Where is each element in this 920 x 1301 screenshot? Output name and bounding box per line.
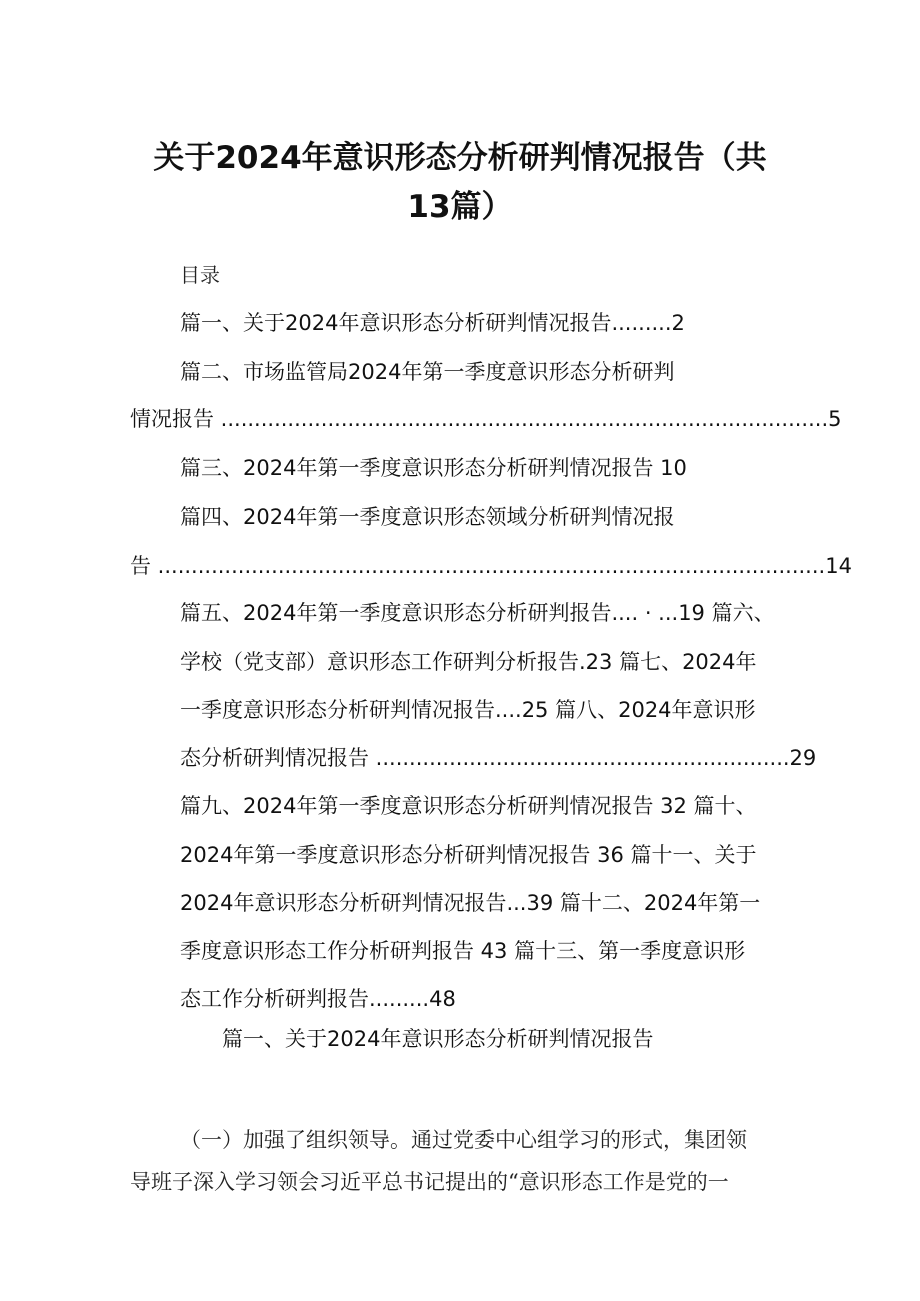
body-paragraph-line: 导班子深入学习领会习近平总书记提出的“意识形态工作是党的一 bbox=[130, 1170, 729, 1194]
toc-line: 季度意识形态工作分析研判报告 43 篇十三、第一季度意识形 bbox=[180, 939, 746, 963]
body-paragraph-line: （一）加强了组织领导。通过党委中心组学习的形式，集团领 bbox=[180, 1128, 747, 1152]
toc-line: 篇三、2024年第一季度意识形态分析研判情况报告 10 bbox=[180, 456, 687, 480]
toc-line: 态工作分析研判报告.........48 bbox=[180, 987, 456, 1011]
toc-line: 篇五、2024年第一季度意识形态分析研判报告.... · ...19 篇六、 bbox=[180, 601, 775, 625]
document-title-line-2: 13篇） bbox=[407, 189, 513, 225]
toc-line: 篇二、市场监管局2024年第一季度意识形态分析研判 bbox=[180, 360, 675, 384]
toc-line: 2024年意识形态分析研判情况报告...39 篇十二、2024年第一 bbox=[180, 891, 761, 915]
toc-line: 情况报告 ...........................................................................................5 bbox=[130, 407, 842, 431]
toc-line: 告 ....................................................................................................14 bbox=[130, 554, 852, 578]
toc-line: 篇四、2024年第一季度意识形态领域分析研判情况报 bbox=[180, 505, 675, 529]
toc-line: 学校（党支部）意识形态工作研判分析报告.23 篇七、2024年 bbox=[180, 650, 757, 674]
toc-line: 一季度意识形态分析研判情况报告....25 篇八、2024年意识形 bbox=[180, 698, 756, 722]
toc-heading: 目录 bbox=[180, 263, 220, 287]
document-title-line-1: 关于2024年意识形态分析研判情况报告（共 bbox=[153, 140, 767, 176]
toc-line: 篇九、2024年第一季度意识形态分析研判情况报告 32 篇十、 bbox=[180, 794, 757, 818]
section-heading: 篇一、关于2024年意识形态分析研判情况报告 bbox=[222, 1027, 654, 1051]
toc-line: 2024年第一季度意识形态分析研判情况报告 36 篇十一、关于 bbox=[180, 843, 757, 867]
toc-line: 态分析研判情况报告 ..............................................................29 bbox=[180, 746, 817, 770]
toc-line: 篇一、关于2024年意识形态分析研判情况报告.........2 bbox=[180, 311, 685, 335]
